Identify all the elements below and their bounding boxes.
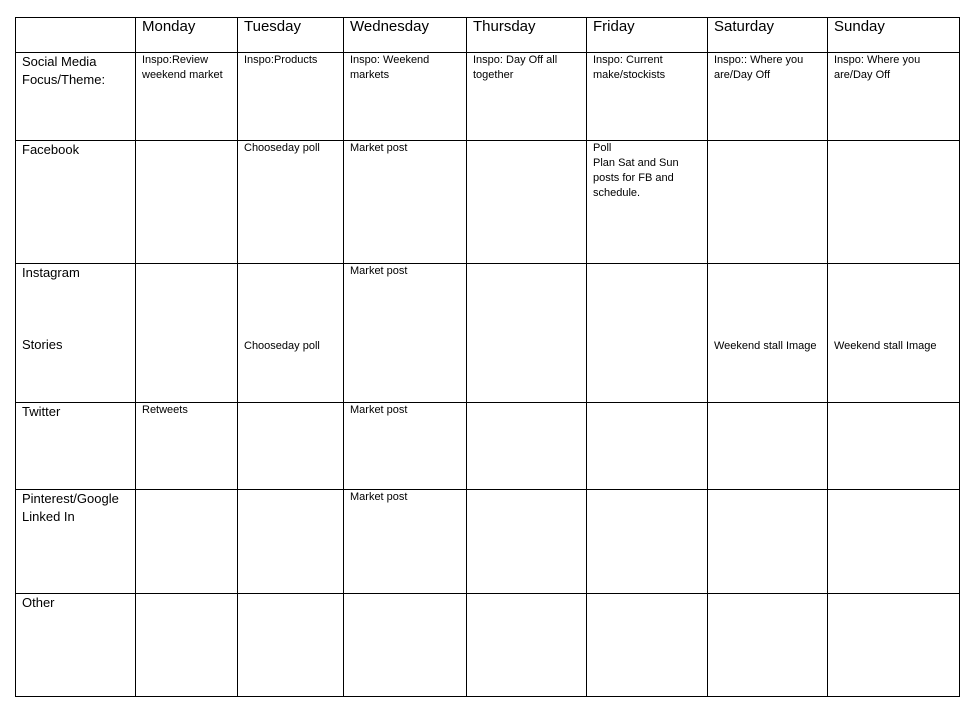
twitter-saturday [708,403,828,490]
theme-sunday: Inspo: Where you are/Day Off [828,53,960,141]
theme-label-line-2: Focus/Theme: [22,72,106,87]
pinterest-wednesday: Market post [344,490,467,594]
stories-label: Stories [22,337,63,352]
header-saturday: Saturday [708,18,828,53]
facebook-friday-line-1: Poll [593,142,612,154]
header-friday: Friday [587,18,708,53]
theme-label-line-1: Social Media [22,54,97,69]
theme-monday: Inspo:Review weekend market [136,53,238,141]
row-label-instagram [16,264,136,403]
weekly-social-media-calendar [15,17,960,697]
instagram-tuesday-post [244,264,337,279]
header-monday: Monday [136,18,238,53]
instagram-row [16,264,960,403]
pinterest-row [16,490,960,594]
other-wednesday [344,594,467,697]
corner-cell [16,18,136,53]
instagram-monday [136,264,238,403]
theme-friday: Inspo: Current make/stockists [587,53,708,141]
facebook-monday [136,141,238,264]
other-friday [587,594,708,697]
row-label-theme [16,53,136,141]
header-tuesday: Tuesday [238,18,344,53]
instagram-thursday [467,264,587,403]
twitter-thursday [467,403,587,490]
header-wednesday: Wednesday [344,18,467,53]
twitter-wednesday: Market post [344,403,467,490]
facebook-saturday [708,141,828,264]
row-label-twitter: Twitter [16,403,136,490]
instagram-label: Instagram [22,265,80,280]
pinterest-label-line-2: Linked In [22,509,75,524]
other-tuesday [238,594,344,697]
instagram-wednesday-post: Market post [350,265,408,277]
other-monday [136,594,238,697]
twitter-monday: Retweets [136,403,238,490]
theme-saturday: Inspo:: Where you are/Day Off [708,53,828,141]
instagram-sunday [828,264,960,403]
facebook-friday-line-2: Plan Sat and Sun posts for FB and schedule. [593,157,682,199]
other-thursday [467,594,587,697]
header-sunday: Sunday [828,18,960,53]
facebook-wednesday: Market post [344,141,467,264]
pinterest-monday [136,490,238,594]
twitter-tuesday [238,403,344,490]
pinterest-tuesday [238,490,344,594]
theme-tuesday: Inspo:Products [238,53,344,141]
pinterest-sunday [828,490,960,594]
pinterest-thursday [467,490,587,594]
pinterest-label-line-1: Pinterest/Google [22,491,119,506]
facebook-tuesday: Chooseday poll [238,141,344,264]
twitter-friday [587,403,708,490]
facebook-row [16,141,960,264]
pinterest-friday [587,490,708,594]
row-label-facebook: Facebook [16,141,136,264]
theme-thursday: Inspo: Day Off all together [467,53,587,141]
twitter-sunday [828,403,960,490]
instagram-wednesday [344,264,467,403]
instagram-saturday-post [714,264,821,279]
stories-saturday: Weekend stall Image [714,340,817,352]
theme-row [16,53,960,141]
facebook-sunday [828,141,960,264]
facebook-thursday [467,141,587,264]
theme-wednesday: Inspo: Weekend markets [344,53,467,141]
row-label-pinterest [16,490,136,594]
stories-sunday: Weekend stall Image [834,340,937,352]
instagram-tuesday [238,264,344,403]
other-row [16,594,960,697]
instagram-sunday-post [834,264,953,279]
pinterest-saturday [708,490,828,594]
stories-tuesday: Chooseday poll [244,340,320,352]
other-saturday [708,594,828,697]
row-label-other: Other [16,594,136,697]
facebook-friday [587,141,708,264]
twitter-row [16,403,960,490]
header-thursday: Thursday [467,18,587,53]
instagram-friday [587,264,708,403]
header-row [16,18,960,53]
other-sunday [828,594,960,697]
instagram-saturday [708,264,828,403]
